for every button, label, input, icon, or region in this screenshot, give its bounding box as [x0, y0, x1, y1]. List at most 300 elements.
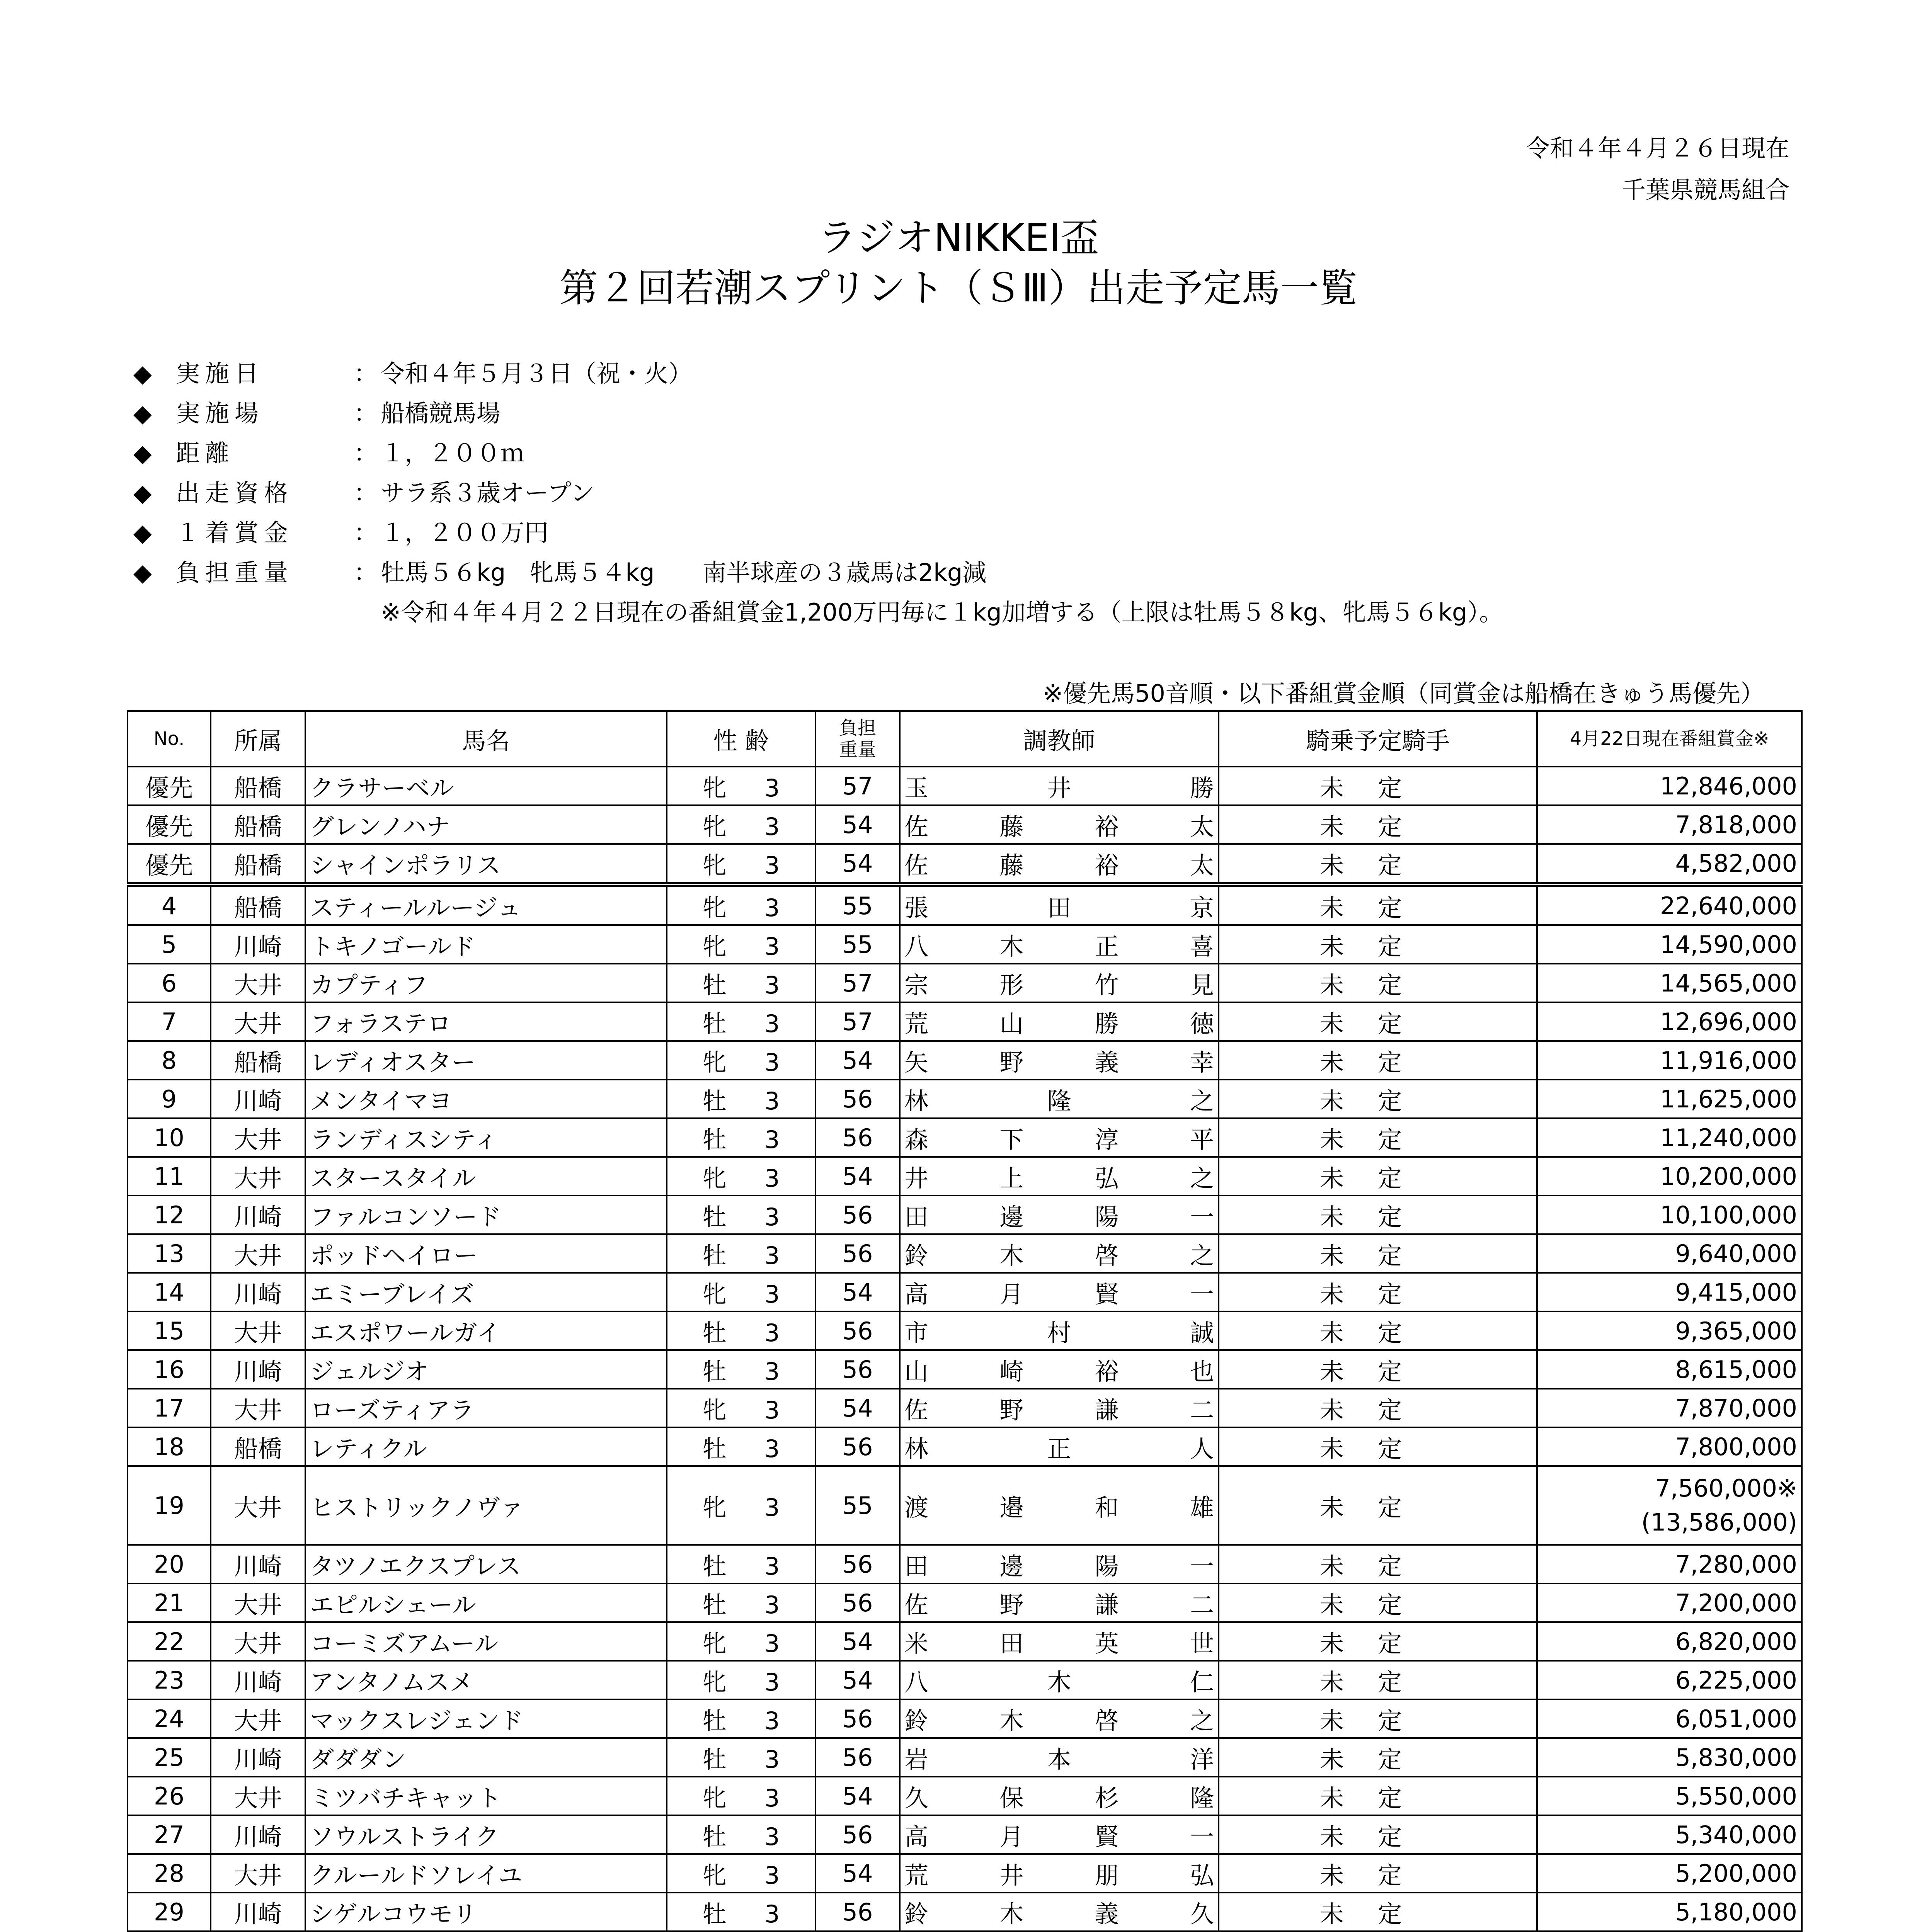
weight-note: ※令和４年４月２２日現在の番組賞金1,200万円毎に１kg加増する（上限は牡馬５８kg、牝馬５６kg）。 [381, 598, 1503, 626]
trainer-name: 市 村 誠 [904, 1318, 1214, 1347]
cell-weight: 56 [815, 1234, 900, 1273]
cell-no: 優先 [128, 767, 211, 805]
col-header-trainer: 調教師 [900, 711, 1219, 767]
table-row [128, 1234, 1802, 1273]
prize-value: 11,240,000 [1660, 1123, 1797, 1152]
trainer-name: 佐 藤 裕 太 [904, 812, 1214, 841]
prize-value: 8,615,000 [1675, 1355, 1797, 1384]
diamond-bullet-icon: ◆ [133, 399, 152, 427]
cell-horse-name: マックスレジェンド [305, 1699, 667, 1738]
cell-sex: 牡 [702, 1125, 727, 1154]
cell-sex: 牡 [702, 1706, 727, 1735]
cell-no: 優先 [128, 844, 211, 884]
prize-value: 5,340,000 [1675, 1820, 1797, 1849]
cell-sex-age [667, 1427, 815, 1466]
prize-value: 5,180,000 [1675, 1898, 1797, 1926]
cell-age: 3 [764, 1861, 780, 1889]
cell-jockey [1219, 805, 1537, 844]
jockey-name: 未 定 [1320, 1280, 1402, 1308]
cell-weight: 56 [815, 1427, 900, 1466]
cell-prize [1537, 1815, 1802, 1854]
cell-age: 3 [764, 1396, 780, 1424]
table-row [128, 1002, 1802, 1041]
jockey-name: 未 定 [1320, 1164, 1402, 1192]
jockey-name: 未 定 [1320, 1048, 1402, 1077]
cell-prize [1537, 805, 1802, 844]
cell-jockey [1219, 1545, 1537, 1583]
cell-jockey [1219, 1661, 1537, 1699]
col-header-sex-age: 性 齢 [667, 711, 815, 767]
cell-age: 3 [764, 1590, 780, 1619]
cell-weight: 55 [815, 925, 900, 964]
prize-value: 7,560,000※ [1655, 1474, 1797, 1502]
race-info-label: １着賞金 [176, 519, 294, 547]
cell-sex: 牝 [702, 1048, 727, 1077]
jockey-name: 未 定 [1320, 1822, 1402, 1851]
col-header-weight-line2: 重量 [839, 739, 876, 760]
cell-sex: 牝 [702, 851, 727, 879]
prize-value: 6,225,000 [1675, 1666, 1797, 1694]
cell-horse-name: ランディスシティ [305, 1118, 667, 1157]
cell-horse-name: アンタノムスメ [305, 1661, 667, 1699]
cell-prize [1537, 767, 1802, 805]
cell-age: 3 [764, 1357, 780, 1386]
cell-horse-name: クルールドソレイユ [305, 1854, 667, 1893]
cell-jockey [1219, 1427, 1537, 1466]
cell-no: 優先 [128, 805, 211, 844]
cell-age: 3 [764, 1048, 780, 1077]
cell-no: 20 [128, 1545, 211, 1583]
jockey-name: 未 定 [1320, 932, 1402, 961]
prize-value: 9,415,000 [1675, 1278, 1797, 1306]
table-row [128, 1041, 1802, 1080]
cell-age: 3 [764, 971, 780, 999]
cell-sex: 牝 [702, 1629, 727, 1658]
cell-affiliation: 川崎 [211, 1080, 305, 1118]
cell-trainer [900, 925, 1219, 964]
cell-jockey [1219, 1389, 1537, 1427]
diamond-bullet-icon: ◆ [133, 519, 152, 547]
trainer-name: 久 保 杉 隆 [904, 1784, 1214, 1812]
prize-value: 4,582,000 [1675, 849, 1797, 878]
cell-no: 5 [128, 925, 211, 964]
cell-weight: 56 [815, 1893, 900, 1931]
cell-prize [1537, 1389, 1802, 1427]
cell-trainer [900, 1583, 1219, 1622]
cell-prize [1537, 1545, 1802, 1583]
race-info-label: 負担重量 [176, 558, 294, 587]
cell-horse-name: グレンノハナ [305, 805, 667, 844]
cell-prize [1537, 1002, 1802, 1041]
cell-age: 3 [764, 1202, 780, 1231]
race-info-colon: ： [354, 558, 378, 587]
cell-prize [1537, 1273, 1802, 1311]
cell-weight: 54 [815, 1622, 900, 1661]
cell-affiliation: 川崎 [211, 1196, 305, 1234]
trainer-name: 八 木 正 喜 [904, 932, 1214, 961]
table-row [128, 1118, 1802, 1157]
cell-affiliation: 大井 [211, 1002, 305, 1041]
cell-no: 4 [128, 884, 211, 925]
cell-sex: 牝 [702, 812, 727, 841]
jockey-name: 未 定 [1320, 1241, 1402, 1270]
cell-affiliation: 船橋 [211, 767, 305, 805]
cell-affiliation: 大井 [211, 1622, 305, 1661]
cell-no: 16 [128, 1350, 211, 1389]
cell-prize [1537, 1311, 1802, 1350]
prize-value: 10,100,000 [1660, 1201, 1797, 1229]
cell-weight: 54 [815, 1854, 900, 1893]
cell-weight: 55 [815, 884, 900, 925]
prize-value: 5,200,000 [1675, 1859, 1797, 1888]
cell-jockey [1219, 1854, 1537, 1893]
trainer-name: 宗 形 竹 見 [904, 971, 1214, 999]
cell-horse-name: フォラステロ [305, 1002, 667, 1041]
cell-jockey [1219, 1815, 1537, 1854]
cell-sex: 牡 [702, 1745, 727, 1774]
trainer-name: 田 邊 陽 一 [904, 1202, 1214, 1231]
col-header-weight-line1: 負担 [839, 717, 876, 739]
table-row [128, 1622, 1802, 1661]
trainer-name: 佐 野 謙 二 [904, 1590, 1214, 1619]
race-info-colon: ： [354, 479, 378, 507]
prize-value: 11,916,000 [1660, 1046, 1797, 1075]
cell-sex-age [667, 884, 815, 925]
cell-jockey [1219, 1002, 1537, 1041]
cell-age: 3 [764, 1009, 780, 1038]
cell-prize [1537, 1157, 1802, 1196]
trainer-name: 佐 野 謙 二 [904, 1396, 1214, 1424]
prize-value: 9,365,000 [1675, 1316, 1797, 1345]
cell-horse-name: タツノエクスプレス [305, 1545, 667, 1583]
cell-sex-age [667, 1661, 815, 1699]
cell-sex: 牝 [702, 1493, 727, 1522]
cell-prize [1537, 884, 1802, 925]
race-info-colon: ： [354, 359, 378, 388]
cell-sex-age [667, 1699, 815, 1738]
cell-trainer [900, 767, 1219, 805]
cell-affiliation: 大井 [211, 1389, 305, 1427]
cell-jockey [1219, 1738, 1537, 1777]
cell-trainer [900, 884, 1219, 925]
jockey-name: 未 定 [1320, 1590, 1402, 1619]
cell-sex: 牝 [702, 1784, 727, 1812]
cell-no: 18 [128, 1427, 211, 1466]
col-header-horse: 馬名 [305, 711, 667, 767]
trainer-name: 高 月 賢 一 [904, 1280, 1214, 1308]
cell-no: 13 [128, 1234, 211, 1273]
cell-jockey [1219, 884, 1537, 925]
cell-weight: 56 [815, 1118, 900, 1157]
cell-sex-age [667, 1738, 815, 1777]
cell-affiliation: 大井 [211, 1118, 305, 1157]
cell-affiliation: 大井 [211, 1234, 305, 1273]
jockey-name: 未 定 [1320, 1396, 1402, 1424]
trainer-name: 米 田 英 世 [904, 1629, 1214, 1658]
table-row [128, 1738, 1802, 1777]
prize-value: 6,051,000 [1675, 1704, 1797, 1733]
table-row [128, 1466, 1802, 1545]
race-info-label: 距離 [176, 439, 235, 467]
cell-prize [1537, 844, 1802, 884]
jockey-name: 未 定 [1320, 1784, 1402, 1812]
prize-value: 5,550,000 [1675, 1782, 1797, 1810]
race-info-colon: ： [354, 519, 378, 547]
cell-trainer [900, 1350, 1219, 1389]
race-info-colon: ： [354, 399, 378, 427]
trainer-name: 鈴 木 義 久 [904, 1900, 1214, 1928]
prize-sub-value: (13,586,000) [1641, 1508, 1797, 1536]
cell-sex: 牡 [702, 1202, 727, 1231]
col-header-no: No. [128, 711, 211, 767]
cell-prize [1537, 1854, 1802, 1893]
col-header-jockey: 騎乗予定騎手 [1219, 711, 1537, 767]
trainer-name: 林 正 人 [904, 1434, 1214, 1463]
cell-prize [1537, 1738, 1802, 1777]
trainer-name: 田 邊 陽 一 [904, 1552, 1214, 1580]
cell-prize [1537, 925, 1802, 964]
trainer-name: 渡 邉 和 雄 [904, 1493, 1214, 1522]
cell-no: 10 [128, 1118, 211, 1157]
jockey-name: 未 定 [1320, 971, 1402, 999]
prize-value: 12,696,000 [1660, 1007, 1797, 1036]
race-info-label: 実施場 [176, 399, 264, 427]
cell-sex-age [667, 1273, 815, 1311]
trainer-name: 荒 山 勝 徳 [904, 1009, 1214, 1038]
cell-jockey [1219, 844, 1537, 884]
cell-sex: 牡 [702, 971, 727, 999]
cell-sex: 牡 [702, 1552, 727, 1580]
cell-affiliation: 船橋 [211, 884, 305, 925]
col-header-weight [815, 711, 900, 767]
cell-age: 3 [764, 1745, 780, 1774]
cell-jockey [1219, 1273, 1537, 1311]
cell-age: 3 [764, 1164, 780, 1192]
jockey-name: 未 定 [1320, 1706, 1402, 1735]
cell-trainer [900, 805, 1219, 844]
cell-jockey [1219, 1893, 1537, 1931]
cell-horse-name: ミツバチキャット [305, 1777, 667, 1815]
jockey-name: 未 定 [1320, 1009, 1402, 1038]
cell-prize [1537, 1699, 1802, 1738]
cell-weight: 56 [815, 1583, 900, 1622]
cell-no: 28 [128, 1854, 211, 1893]
cell-jockey [1219, 1311, 1537, 1350]
jockey-name: 未 定 [1320, 1087, 1402, 1115]
cell-jockey [1219, 1350, 1537, 1389]
jockey-name: 未 定 [1320, 1202, 1402, 1231]
cell-horse-name: ローズティアラ [305, 1389, 667, 1427]
cell-trainer [900, 1815, 1219, 1854]
cell-age: 3 [764, 1280, 780, 1308]
race-info-label: 実施日 [176, 359, 264, 388]
table-row [128, 1815, 1802, 1854]
cell-affiliation: 大井 [211, 1699, 305, 1738]
priority-note: ※優先馬50音順・以下番組賞金順（同賞金は船橋在きゅう馬優先） [1043, 679, 1764, 707]
cell-sex-age [667, 964, 815, 1002]
cell-sex: 牡 [702, 1241, 727, 1270]
cell-horse-name: シャインポラリス [305, 844, 667, 884]
cell-sex: 牝 [702, 1861, 727, 1889]
cell-jockey [1219, 964, 1537, 1002]
cell-weight: 54 [815, 1157, 900, 1196]
cell-affiliation: 大井 [211, 1583, 305, 1622]
cell-sex-age [667, 1118, 815, 1157]
cell-prize [1537, 1777, 1802, 1815]
cell-trainer [900, 1080, 1219, 1118]
organization-name: 千葉県競馬組合 [1621, 176, 1789, 204]
cell-jockey [1219, 1041, 1537, 1080]
cell-trainer [900, 1854, 1219, 1893]
cell-horse-name: カプティフ [305, 964, 667, 1002]
cell-no: 22 [128, 1622, 211, 1661]
cell-sex: 牡 [702, 1900, 727, 1928]
cell-weight: 54 [815, 1041, 900, 1080]
cell-weight: 54 [815, 844, 900, 884]
cell-sex-age [667, 1234, 815, 1273]
cell-horse-name: ポッドヘイロー [305, 1234, 667, 1273]
cell-age: 3 [764, 932, 780, 961]
cell-weight: 54 [815, 1777, 900, 1815]
cell-sex: 牝 [702, 893, 727, 922]
trainer-name: 岩 本 洋 [904, 1745, 1214, 1774]
cell-no: 9 [128, 1080, 211, 1118]
cell-horse-name: レティクル [305, 1427, 667, 1466]
cell-sex-age [667, 1545, 815, 1583]
table-row [128, 767, 1802, 805]
cell-age: 3 [764, 1125, 780, 1154]
table-row [128, 1661, 1802, 1699]
cell-weight: 54 [815, 1273, 900, 1311]
race-info-value: サラ系３歳オープン [381, 479, 594, 507]
cell-sex-age [667, 1350, 815, 1389]
trainer-name: 鈴 木 啓 之 [904, 1241, 1214, 1270]
cell-jockey [1219, 1777, 1537, 1815]
jockey-name: 未 定 [1320, 1318, 1402, 1347]
cell-no: 19 [128, 1466, 211, 1545]
prize-value: 7,818,000 [1675, 810, 1797, 839]
title-sponsor: ラジオNIKKEI盃 [817, 215, 1100, 260]
table-row [128, 1583, 1802, 1622]
jockey-name: 未 定 [1320, 1552, 1402, 1580]
cell-horse-name: ジェルジオ [305, 1350, 667, 1389]
cell-no: 24 [128, 1699, 211, 1738]
cell-prize [1537, 1427, 1802, 1466]
cell-no: 15 [128, 1311, 211, 1350]
cell-age: 3 [764, 1784, 780, 1812]
prize-value: 7,280,000 [1675, 1550, 1797, 1578]
table-row [128, 1699, 1802, 1738]
cell-prize [1537, 1234, 1802, 1273]
cell-horse-name: シゲルコウモリ [305, 1893, 667, 1931]
jockey-name: 未 定 [1320, 1629, 1402, 1658]
cell-trainer [900, 1893, 1219, 1931]
trainer-name: 矢 野 義 幸 [904, 1048, 1214, 1077]
cell-sex: 牝 [702, 774, 727, 802]
jockey-name: 未 定 [1320, 893, 1402, 922]
col-header-affiliation: 所属 [211, 711, 305, 767]
cell-horse-name: ダダダン [305, 1738, 667, 1777]
cell-no: 26 [128, 1777, 211, 1815]
cell-sex-age [667, 1893, 815, 1931]
diamond-bullet-icon: ◆ [133, 439, 152, 467]
cell-age: 3 [764, 1822, 780, 1851]
cell-trainer [900, 1118, 1219, 1157]
table-row [128, 925, 1802, 964]
cell-trainer [900, 1041, 1219, 1080]
diamond-bullet-icon: ◆ [133, 479, 152, 507]
cell-jockey [1219, 1466, 1537, 1545]
document-header [1526, 128, 1789, 211]
cell-affiliation: 川崎 [211, 1815, 305, 1854]
cell-weight: 56 [815, 1080, 900, 1118]
cell-prize [1537, 1041, 1802, 1080]
cell-sex: 牡 [702, 1590, 727, 1619]
cell-sex-age [667, 1815, 815, 1854]
cell-prize [1537, 1893, 1802, 1931]
cell-sex: 牝 [702, 1280, 727, 1308]
cell-trainer [900, 1466, 1219, 1545]
cell-age: 3 [764, 1900, 780, 1928]
cell-age: 3 [764, 1434, 780, 1463]
cell-sex-age [667, 1157, 815, 1196]
cell-affiliation: 川崎 [211, 1273, 305, 1311]
cell-trainer [900, 1389, 1219, 1427]
cell-sex: 牝 [702, 1164, 727, 1192]
cell-no: 23 [128, 1661, 211, 1699]
cell-affiliation: 船橋 [211, 1041, 305, 1080]
cell-age: 3 [764, 893, 780, 922]
cell-sex: 牝 [702, 1396, 727, 1424]
cell-trainer [900, 964, 1219, 1002]
cell-horse-name: スティールルージュ [305, 884, 667, 925]
cell-weight: 56 [815, 1350, 900, 1389]
cell-weight: 56 [815, 1311, 900, 1350]
cell-sex-age [667, 1583, 815, 1622]
jockey-name: 未 定 [1320, 812, 1402, 841]
trainer-name: 佐 藤 裕 太 [904, 851, 1214, 879]
table-row [128, 805, 1802, 844]
cell-age: 3 [764, 1318, 780, 1347]
table-row [128, 1273, 1802, 1311]
cell-age: 3 [764, 1087, 780, 1115]
cell-jockey [1219, 1583, 1537, 1622]
cell-jockey [1219, 1699, 1537, 1738]
cell-jockey [1219, 1080, 1537, 1118]
table-row [128, 884, 1802, 925]
jockey-name: 未 定 [1320, 1357, 1402, 1386]
cell-prize [1537, 1080, 1802, 1118]
cell-sex-age [667, 925, 815, 964]
cell-prize [1537, 1196, 1802, 1234]
cell-trainer [900, 1777, 1219, 1815]
cell-affiliation: 川崎 [211, 1545, 305, 1583]
prize-value: 6,820,000 [1675, 1627, 1797, 1656]
cell-no: 8 [128, 1041, 211, 1080]
cell-trainer [900, 1311, 1219, 1350]
cell-prize [1537, 964, 1802, 1002]
as-of-date: 令和４年４月２６日現在 [1525, 134, 1789, 162]
cell-trainer [900, 1196, 1219, 1234]
trainer-name: 張 田 京 [904, 893, 1214, 922]
cell-no: 29 [128, 1893, 211, 1931]
cell-prize [1537, 1661, 1802, 1699]
cell-affiliation: 大井 [211, 1311, 305, 1350]
cell-horse-name: メンタイマヨ [305, 1080, 667, 1118]
trainer-name: 八 木 仁 [904, 1668, 1214, 1696]
cell-sex-age [667, 1622, 815, 1661]
cell-prize [1537, 1622, 1802, 1661]
